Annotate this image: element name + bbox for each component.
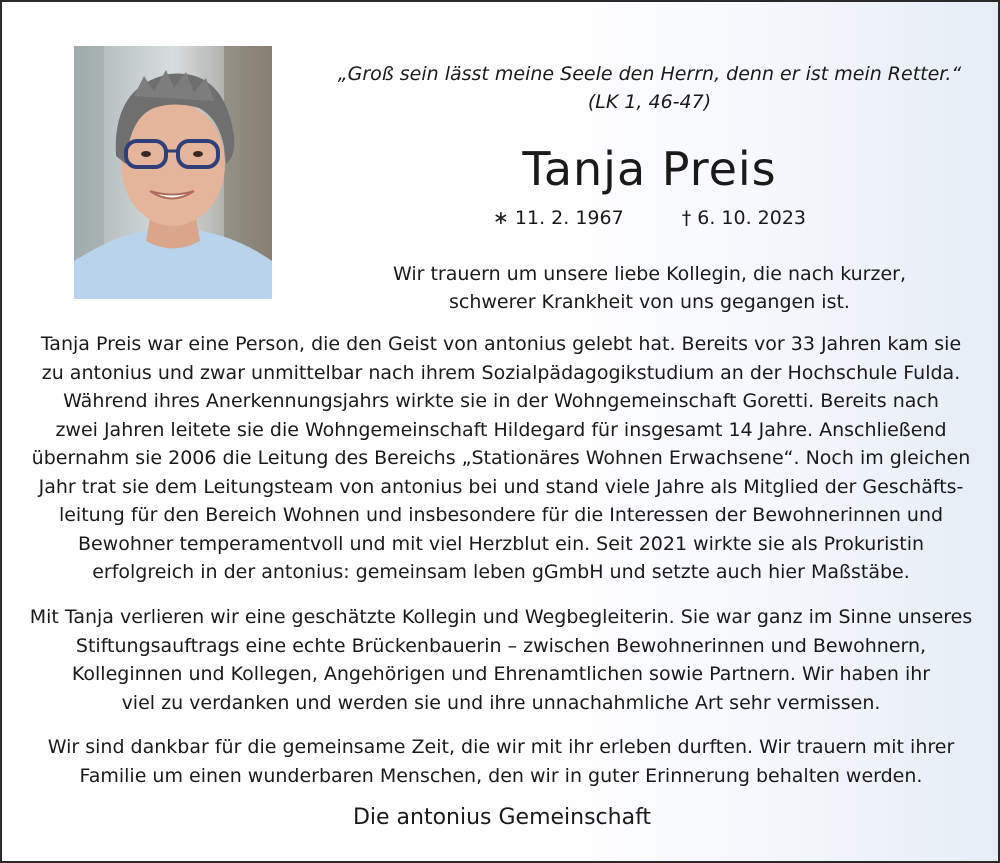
paragraph-line: übernahm sie 2006 die Leitung des Bereichs „Stationäres Wohnen Erwachsene“. Noch im gleichen — [31, 447, 971, 469]
intro-line: schwerer Krankheit von uns gegangen ist. — [449, 291, 850, 313]
bible-quote — [302, 60, 997, 116]
intro-line: Wir trauern um unsere liebe Kollegin, die nach kurzer, — [392, 263, 907, 285]
paragraph-line: Während ihres Anerkennungsjahrs wirkte sie in der Wohngemeinschaft Goretti. Bereits nach — [63, 390, 939, 412]
portrait-photo — [74, 46, 272, 299]
paragraph-line: Mit Tanja verlieren wir eine geschätzte Kollegin und Wegbegleiterin. Sie war ganz im Sinne unseres — [29, 606, 973, 628]
paragraph-line: Tanja Preis war eine Person, die den Geist von antonius gelebt hat. Bereits vor 33 Jahren kam sie — [40, 333, 962, 355]
life-dates — [302, 205, 997, 231]
paragraph-line: Jahr trat sie dem Leitungsteam von antonius bei und stand viele Jahre als Mitglied der Geschäfts- — [38, 475, 964, 498]
paragraph-gratitude — [22, 733, 980, 790]
death-date: † 6. 10. 2023 — [681, 207, 807, 229]
intro-text — [302, 260, 997, 316]
paragraph-line: Stiftungsauftrags eine echte Brückenbauerin – zwischen Bewohnerinnen und Bewohnern, — [75, 634, 927, 657]
deceased-name: Tanja Preis — [522, 142, 777, 196]
paragraph-line: leitung für den Bereich Wohnen und insbesondere für die Interessen der Bewohnerinnen und — [58, 504, 944, 526]
paragraph-line: erfolgreich in der antonius: gemeinsam leben gGmbH und setzte auch hier Maßstäbe. — [92, 561, 910, 583]
quote-text: „Groß sein lässt meine Seele den Herrn, denn er ist mein Retter.“ — [337, 63, 962, 85]
signature: Die antonius Gemeinschaft — [352, 805, 652, 830]
paragraph-line: Bewohner temperamentvoll und mit viel Herzblut ein. Seit 2021 wirkte sie als Prokuristin — [77, 532, 925, 555]
paragraph-line: Wir sind dankbar für die gemeinsame Zeit, die wir mit ihr erleben durften. Wir trauern mit ihrer — [47, 736, 955, 758]
paragraph-line: zwei Jahren leitete sie die Wohngemeinschaft Hildegard für insgesamt 14 Jahre. Anschließend — [55, 418, 947, 441]
paragraph-line: zu antonius und zwar unmittelbar nach ihrem Sozialpädagogikstudium an der Hochschule Fulda. — [41, 361, 961, 384]
quote-reference: (LK 1, 46-47) — [587, 91, 712, 113]
paragraph-career — [22, 330, 980, 587]
birth-date: ∗ 11. 2. 1967 — [492, 207, 624, 229]
paragraph-tribute — [22, 603, 980, 717]
paragraph-line: viel zu verdanken und werden sie und ihre unnachahmliche Art sehr vermissen. — [121, 691, 881, 714]
portrait-icon — [74, 46, 272, 299]
paragraph-line: Familie um einen wunderbaren Menschen, den wir in guter Erinnerung behalten werden. — [79, 764, 923, 787]
paragraph-line: Kolleginnen und Kollegen, Angehörigen und Ehrenamtlichen sowie Partnern. Wir haben ihr — [71, 663, 931, 685]
